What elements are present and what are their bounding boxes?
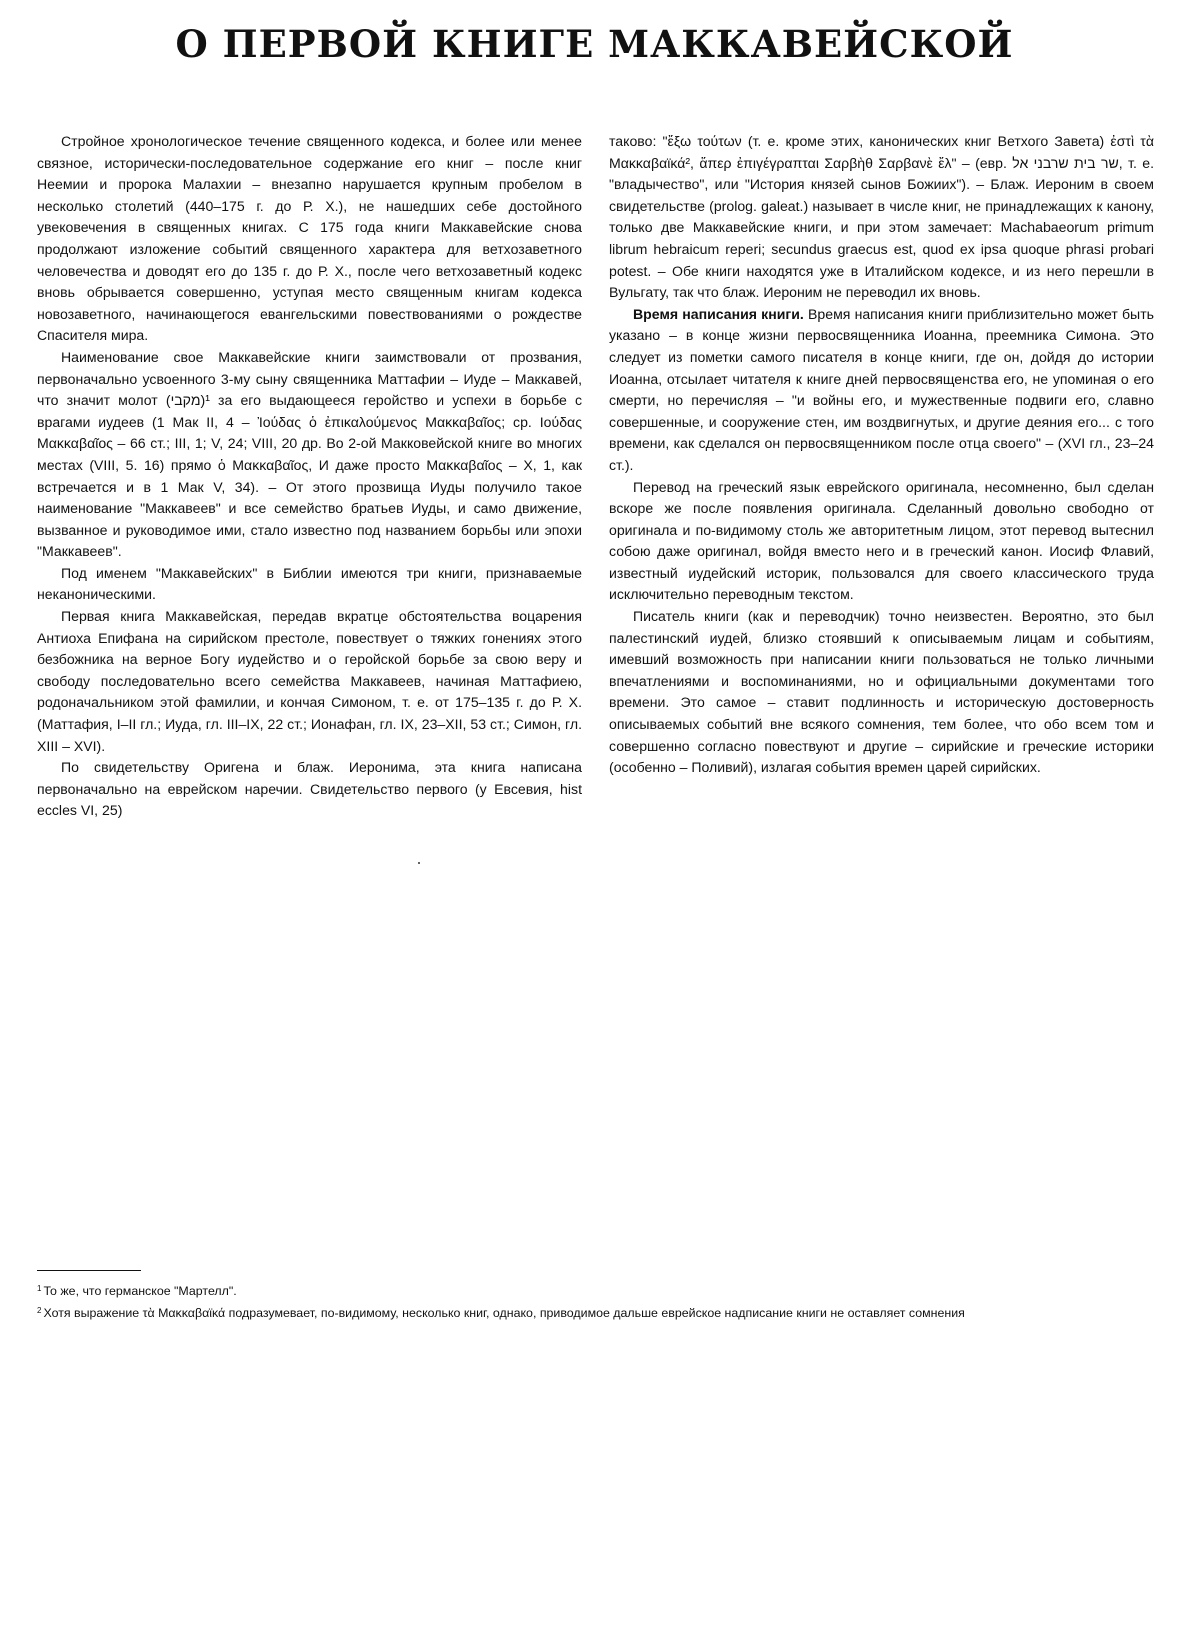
paragraph-first-book: Первая книга Маккавейская, передав вкратце обстоятельства воцарения Антиоха Епифана на сирийском престоле, повествует о тяжких гонениях этого безбожника на верное Богу иудейство и о геройской борьбе за свою веру и свободу последовательно всего семейства Маккавеев, начиная Маттафиею, родоначальником этой фамилии, и кончая Симоном, т. е. от 175–135 г. до Р. Х. (Маттафия, I–II гл.; Иуда, гл. III–IX, 22 ст.; Ионафан, гл. IX, 23–XII, 53 ст.; Симон, гл. XIII – XVI). [37,608,582,754]
footnote-divider [37,1270,141,1271]
footnote-1-marker: 1 [37,1284,42,1293]
paragraph-naming: Наименование свое Маккавейские книги заимствовали от прозвания, первоначально усвоенного 3-му сыну священника Маттафии – Иуде – Маккавей, что значит молот (מקבי)¹ за его выдающееся геройство и успехи в борьбе с врагами иудеев (1 Мак II, 4 – Ἰούδας ὁ ἐπικαλούμενος Μακκαβαῖος; ср. Ιούδας Μακκαβαῖος – 66 ст.; III, 1; V, 24; VIII, 20 др. Во 2-ой Макковейской книге во многих местах (VIII, 5. 16) прямо ὁ Μακκαβαῖος, И даже просто Μακκαβαῖος – X, 1, как встречается и в 1 Мак V, 34). – От этого прозвища Иуды получило такое наименование "Маккавеев" и все семейство братьев Иуды, и само движение, вызванное и руководимое ими, стало известно под названием борьбы или эпохи "Маккавеев". [37,348,582,560]
page-title: О ПЕРВОЙ КНИГЕ МАККАВЕЙСКОЙ [175,22,1014,66]
paragraph-time-of-writing-text: Время написания книги приблизительно может быть указано – в конце жизни первосвященника Иоанна, преемника Симона. Это следует из пометки самого писателя в конце книги, где он, дойдя до истории Иоанна, отсылает читателя к книге дней первосвященства его, не упоминая о его смерти, но перечисляя – "и войны его, и мужественные подвиги его, славно совершенные, и сооружение стен, им воздвигнутых, и другие деяния его... с того времени, как сделался он первосвященником после отца своего" – (XVI гл., 23–24 ст.). [609,305,1154,473]
paragraph-testimony-continued: таково: "ἔξω τούτων (т. е. кроме этих, канонических книг Ветхого Завета) ἐστὶ τὰ Μακκαβαϊκά², ἅπερ ἐπιγέγραπται Σαρβὴθ Σαρβανὲ ἔλ" – (евр. שר בית שרבני אל, т. е. "владычество", или "История князей сынов Божиих"). – Блаж. Иероним в своем свидетельстве (prolog. galeat.) называет в числе книг, не принадлежащих к канону, только две Маккавейские книги, и при этом замечает: Machabaeorum primum librum hebraicum reperi; secundus graecus est, quod ex ipsa quoque phrasi probari potest. – Обе книги находятся уже в Италийском кодексе, и из него перешли в Вульгату, так что блаж. Иероним не переводил их вновь. [609,133,1154,301]
paragraph-introduction: Стройное хронологическое течение священного кодекса, и более или менее связное, исторически-последовательное содержание его книг – после книг Неемии и пророка Малахии – внезапно нарушается крупным пробелом в несколько столетий (440–175 г. до Р. Х.), не нашедших себе достойного увековечения в священных книгах. С 175 года книги Маккавейские снова продолжают изложение событий священного характера для ветхозаветного человечества и доводят его до 135 г. до Р. Х., после чего ветхозаветный кодекс вновь обрывается совершенно, уступая место священным книгам кодекса новозаветного, начинающегося евангельскими повествованиями о рождестве Спасителя мира. [37,133,582,344]
footnote-2-marker: 2 [37,1306,42,1315]
paragraph-author: Писатель книги (как и переводчик) точно неизвестен. Вероятно, это был палестинский иудей, близко стоявший к описываемым лицам и событиям, имевший возможность при написании книги пользоваться не только личными впечатлениями и воспоминаниями, но и официальными документами того времени. Это самое – ставит подлинность и историческую достоверность описываемых событий вне всякого сомнения, тем более, что обо всем том и совершенно согласно повествуют и другие – сирийские и греческие историки (особенно – Поливий), излагая события времен царей сирийских. [609,608,1154,776]
footnote-2-text: Хотя выражение τὰ Μακκαβαϊκά подразумевает, по-видимому, несколько книг, однако, приводимое дальше еврейское надписание книги не оставляет сомнения [43,1306,965,1320]
section-heading-time-of-writing: Время написания книги. [633,305,804,322]
right-column [609,131,1154,779]
paragraph-translation: Перевод на греческий язык еврейского оригинала, несомненно, был сделан вскоре же после появления оригинала. Сделанный довольно свободно от оригинала и по-видимому столь же авторитетным лицом, этот перевод вытеснил собою даже оригинал, войдя вместо него и в греческий канон. Иосиф Флавий, известный иудейский историк, пользовался для своего классического труда исключительно переводным текстом. [609,478,1154,603]
paragraph-three-books: Под именем "Маккавейских" в Библии имеются три книги, признаваемые неканоническими. [37,564,582,603]
footnote-1 [37,1280,1157,1300]
left-column [37,131,582,822]
stray-dot [418,862,420,864]
paragraph-time-of-writing [609,304,1154,477]
footnote-1-text: То же, что германское "Мартелл". [43,1284,237,1298]
paragraph-testimony: По свидетельству Оригена и блаж. Иеронима, эта книга написана первоначально на еврейском наречии. Свидетельство первого (у Евсевия, hist eccles VI, 25) [37,759,582,819]
footnote-2 [37,1302,1157,1322]
